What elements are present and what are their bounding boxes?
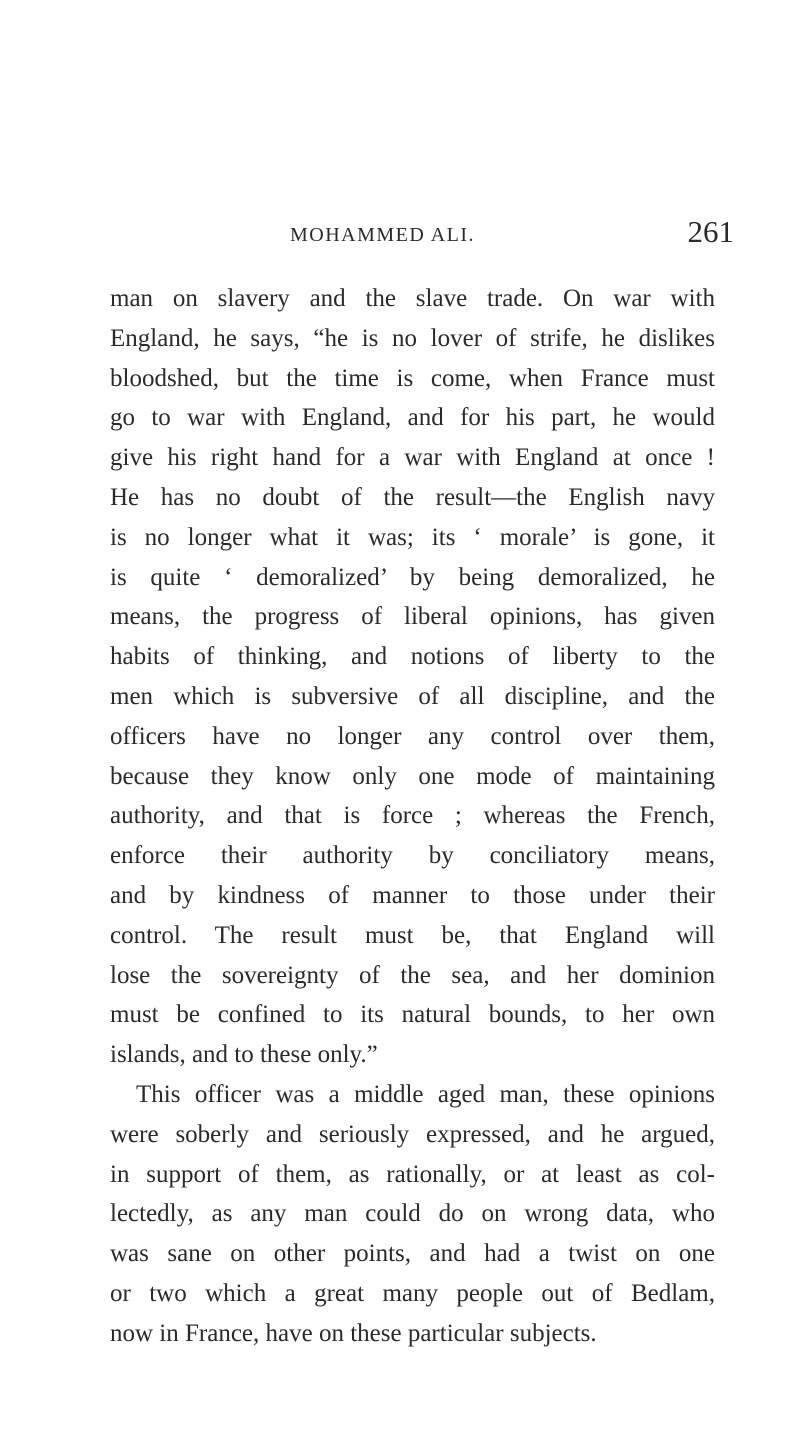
text-line: This officer was a middle aged man, these opinions — [136, 1080, 715, 1108]
text-line: must be confined to its natural bounds, to her own — [110, 1001, 715, 1029]
running-head — [110, 214, 734, 254]
text-line: were soberly and seriously expressed, and he argued, — [110, 1120, 715, 1148]
text-line: bloodshed, but the time is come, when France must — [110, 364, 715, 392]
text-line: because they know only one mode of maintaining — [110, 762, 715, 790]
text-line: men which is subversive of all discipline, and the — [110, 682, 715, 710]
text-line: means, the progress of liberal opinions, has given — [110, 603, 715, 631]
text-line: or two which a great many people out of Bedlam, — [110, 1279, 715, 1307]
text-line: give his right hand for a war with England at once ! — [110, 444, 715, 472]
text-line: was sane on other points, and had a twist on one — [110, 1240, 715, 1268]
text-line: He has no doubt of the result—the English navy — [110, 483, 715, 511]
text-line: enforce their authority by conciliatory means, — [110, 842, 715, 870]
body-text — [110, 279, 715, 1354]
text-line: go to war with England, and for his part, he would — [110, 404, 715, 432]
text-line: in support of them, as rationally, or at least as col- — [110, 1160, 715, 1188]
running-title: MOHAMMED ALI. — [290, 224, 476, 246]
text-line: control. The result must be, that England will — [110, 921, 715, 949]
text-line: authority, and that is force ; whereas the French, — [110, 802, 715, 830]
text-line: and by kindness of manner to those under their — [110, 881, 715, 909]
text-line: lose the sovereignty of the sea, and her dominion — [110, 961, 715, 989]
text-line: lectedly, as any man could do on wrong data, who — [110, 1200, 715, 1228]
text-line: islands, and to these only.” — [110, 1041, 378, 1069]
text-line: now in France, have on these particular subjects. — [110, 1319, 597, 1347]
text-line: man on slavery and the slave trade. On war with — [110, 285, 715, 312]
text-line: England, he says, “he is no lover of strife, he dislikes — [110, 324, 715, 352]
text-line: habits of thinking, and notions of liberty to the — [110, 643, 715, 671]
text-line: officers have no longer any control over them, — [110, 722, 715, 750]
page-number: 261 — [687, 214, 734, 249]
text-line: is quite ‘ demoralized’ by being demoralized, he — [110, 563, 715, 591]
text-line: is no longer what it was; its ‘ morale’ is gone, it — [110, 523, 715, 551]
